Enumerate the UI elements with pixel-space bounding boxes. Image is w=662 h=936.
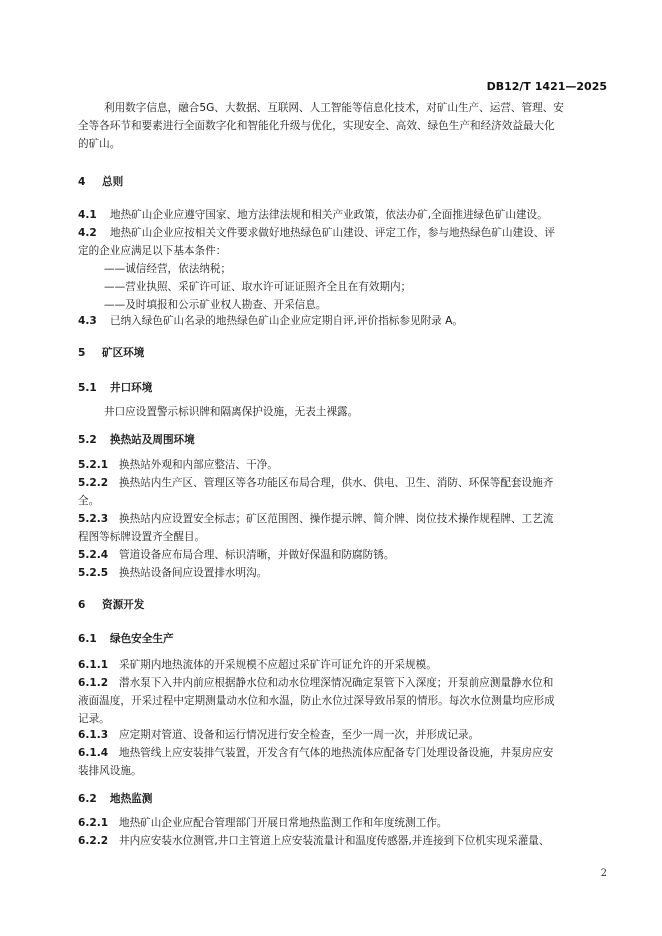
clause-6-2-1 <box>78 816 608 830</box>
subsection-title: 绿色安全生产 <box>110 633 174 645</box>
section-title: 资源开发 <box>102 599 145 611</box>
clause-5-2-4 <box>78 548 608 562</box>
clause-text: 地热管线上应安装排气装置，开发含有气体的地热流体应配备专门处理设备设施，井泵房应安 <box>119 747 554 759</box>
section-heading-6 <box>78 598 608 612</box>
clause-5-2-5 <box>78 566 608 580</box>
clause-text-continued: 定的企业应满足以下基本条件： <box>78 245 227 257</box>
clause-text: 换热站设备间应设置排水明沟。 <box>119 567 268 579</box>
clause-text: 应定期对管道、设备和运行情况进行安全检查，至少一周一次，并形成记录。 <box>119 729 480 741</box>
clause-6-1-2 <box>78 676 608 690</box>
section-heading-4 <box>78 175 608 189</box>
clause-number: 6.1.4 <box>78 747 109 759</box>
clause-text-continued: 程图等标牌设置齐全醒目。 <box>78 531 206 543</box>
section-number: 6 <box>78 599 86 611</box>
page-number: 2 <box>600 868 607 879</box>
clause-text: 换热站内应设置安全标志；矿区范围图、操作提示牌、简介牌、岗位技术操作规程牌、工艺流 <box>119 513 554 525</box>
clause-number: 5.2.1 <box>78 459 109 471</box>
section-title: 总则 <box>102 176 124 188</box>
subsection-number: 6.2 <box>78 793 97 805</box>
section-heading-5 <box>78 346 608 360</box>
clause-6-1-1 <box>78 658 608 672</box>
clause-text-continued: 液面温度，开采过程中定期测量动水位和水温，防止水位过深导致吊泵的情形。每次水位测量均应形成 <box>78 695 555 707</box>
clause-6-1-3 <box>78 728 608 742</box>
clause-number: 5.2.4 <box>78 549 109 561</box>
clause-text: 换热站内生产区、管理区等各功能区布局合理，供水、供电、卫生、消防、环保等配套设施齐 <box>119 477 554 489</box>
clause-text-continued: 记录。 <box>78 713 110 725</box>
clause-text: 地热矿山企业应按相关文件要求做好地热绿色矿山建设、评定工作，参与地热绿色矿山建设、评 <box>110 227 555 239</box>
subsection-heading-5-2 <box>78 433 608 447</box>
clause-number: 5.2.2 <box>78 477 109 489</box>
document-code: DB12/T 1421—2025 <box>486 80 607 93</box>
section-number: 5 <box>78 347 86 359</box>
subsection-heading-5-1 <box>78 381 608 395</box>
clause-number: 6.2.1 <box>78 817 109 829</box>
intro-line: 的矿山。 <box>78 138 121 150</box>
subsection-title: 井口环境 <box>110 382 153 394</box>
clause-text: 地热矿山企业应遵守国家、地方法律法规和相关产业政策，依法办矿,全面推进绿色矿山建设。 <box>110 209 548 221</box>
clause-text: 潜水泵下入井内前应根据静水位和动水位埋深情况确定泵管下入深度；开泵前应测量静水位和 <box>119 677 554 689</box>
clause-number: 5.2.3 <box>78 513 109 525</box>
clause-number: 6.1.2 <box>78 677 109 689</box>
intro-line: 利用数字信息，融合5G、大数据、互联网、人工智能等信息化技术，对矿山生产、运营、管理、安 <box>104 102 564 114</box>
clause-number: 4.2 <box>78 227 97 239</box>
clause-text-continued: 全。 <box>78 495 100 507</box>
subsection-heading-6-1 <box>78 632 608 646</box>
subsection-title: 地热监测 <box>110 793 153 805</box>
section-title: 矿区环境 <box>102 347 145 359</box>
section-number: 4 <box>78 176 86 188</box>
clause-4-3 <box>78 314 608 328</box>
clause-text: 采矿期内地热流体的开采规模不应超过采矿许可证允许的开采规模。 <box>119 659 437 671</box>
clause-6-2-2 <box>78 834 608 848</box>
clause-number: 5.2.5 <box>78 567 109 579</box>
clause-number: 6.1.1 <box>78 659 109 671</box>
clause-number: 4.1 <box>78 209 97 221</box>
clause-number: 4.3 <box>78 315 97 327</box>
clause-text: 地热矿山企业应配合管理部门开展日常地热监测工作和年度统测工作。 <box>119 817 448 829</box>
clause-number: 6.2.2 <box>78 835 109 847</box>
clause-4-1 <box>78 208 608 222</box>
subsection-heading-6-2 <box>78 792 608 806</box>
clause-5-2-2 <box>78 476 608 490</box>
subsection-title: 换热站及周围环境 <box>110 434 195 446</box>
clause-6-1-4 <box>78 746 608 760</box>
clause-number: 6.1.3 <box>78 729 109 741</box>
clause-4-2 <box>78 226 608 240</box>
clause-text: 已纳入绿色矿山名录的地热绿色矿山企业应定期自评,评价指标参见附录 A。 <box>110 315 463 327</box>
subsection-number: 5.1 <box>78 382 97 394</box>
clause-5-2-1 <box>78 458 608 472</box>
subsection-number: 5.2 <box>78 434 97 446</box>
clause-5-2-3 <box>78 512 608 526</box>
clause-text-continued: 装排风设施。 <box>78 765 142 777</box>
list-item: ——及时填报和公示矿业权人勘查、开采信息。 <box>104 299 327 311</box>
intro-line: 全等各环节和要素进行全面数字化和智能化升级与优化，实现安全、高效、绿色生产和经济效益最大化 <box>78 120 555 132</box>
clause-text: 换热站外观和内部应整洁、干净。 <box>119 459 278 471</box>
clause-text: 管道设备应布局合理、标识清晰，并做好保温和防腐防锈。 <box>119 549 395 561</box>
clause-text: 井内应安装水位测管,井口主管道上应安装流量计和温度传感器,并连接到下位机实现采灌量、 <box>119 835 550 847</box>
subsection-number: 6.1 <box>78 633 97 645</box>
paragraph: 井口应设置警示标识牌和隔离保护设施，无表土裸露。 <box>104 406 359 418</box>
list-item: ——营业执照、采矿许可证、取水许可证证照齐全且在有效期内； <box>104 281 412 293</box>
list-item: ——诚信经营，依法纳税； <box>104 263 232 275</box>
